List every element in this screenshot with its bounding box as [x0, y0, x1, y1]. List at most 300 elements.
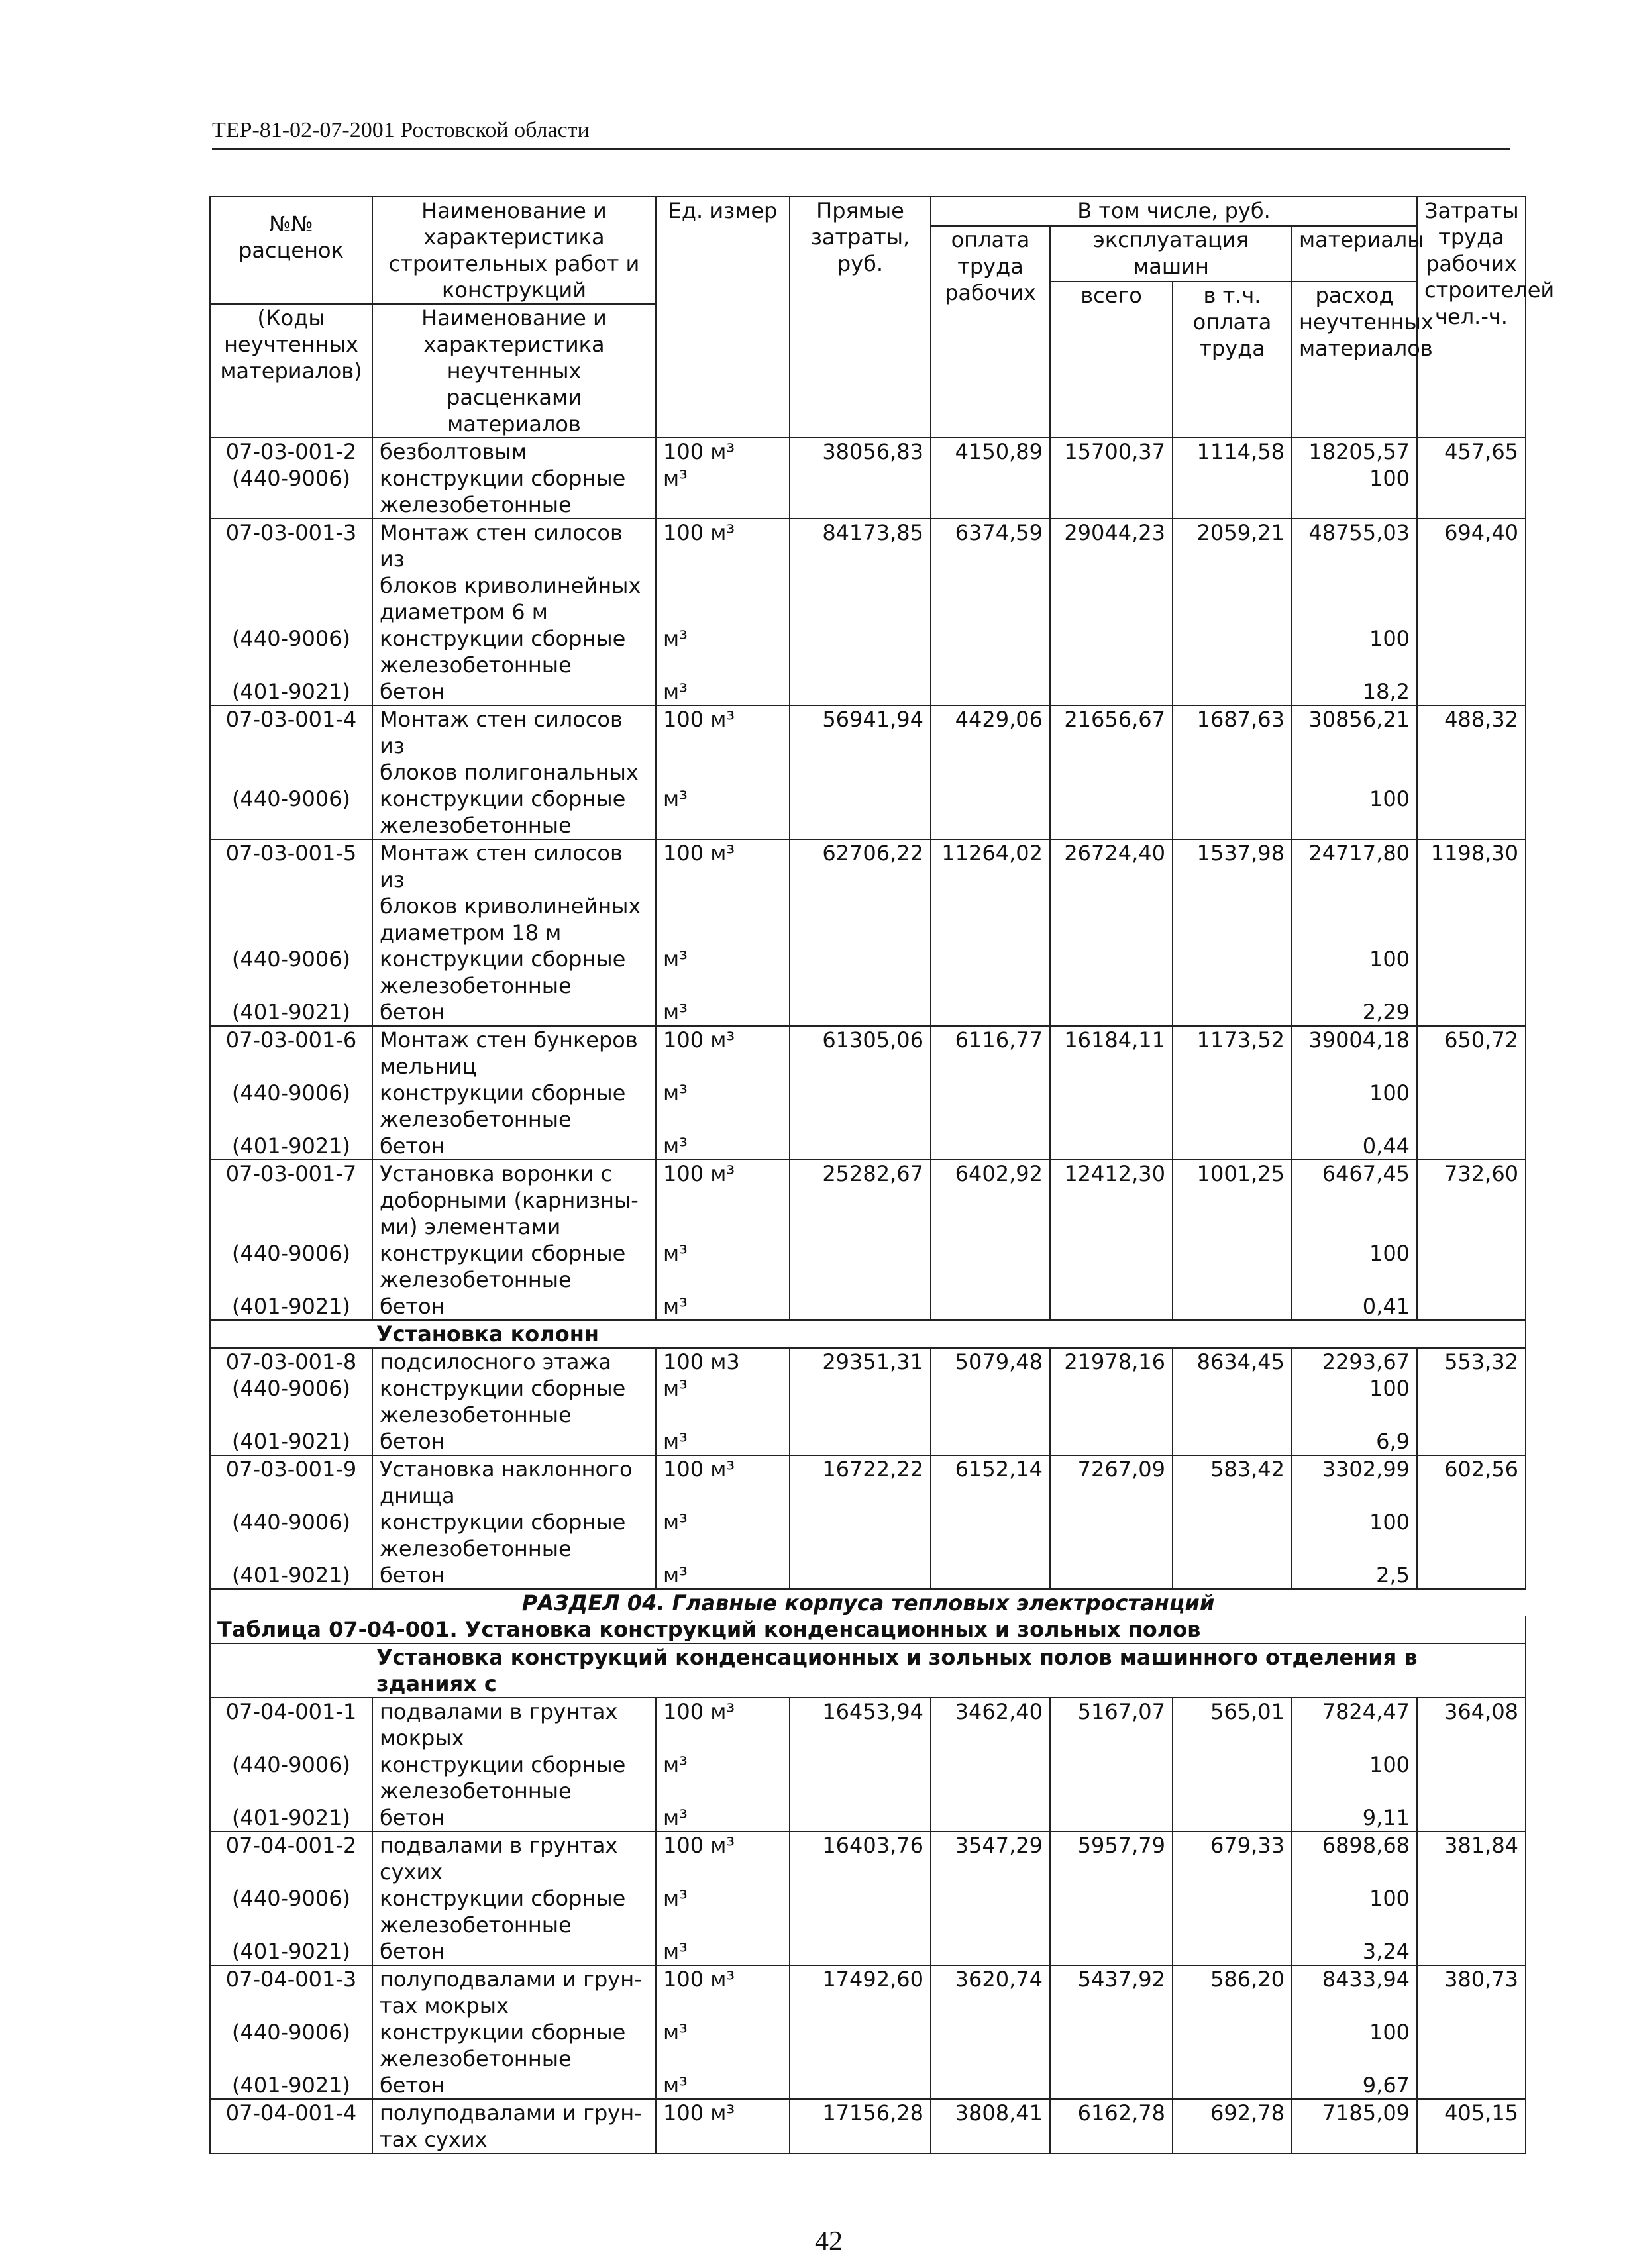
rate-mach-labor: 692,78 — [1173, 2099, 1292, 2153]
header-machines-labor: в т.ч. оплата труда — [1173, 282, 1292, 438]
material-code: (401-9021) — [210, 1428, 372, 1455]
material-name-line: железобетонные — [380, 973, 572, 998]
material-name-line: бетон — [380, 1294, 445, 1319]
material-amount: 100 — [1292, 1885, 1417, 1938]
rate-direct: 56941,94 — [790, 705, 931, 786]
material-name-line: железобетонные — [380, 1778, 572, 1804]
rates-block-2 — [210, 1348, 1526, 1589]
material-code: (440-9006) — [210, 625, 372, 678]
empty-cell — [1417, 946, 1526, 999]
rate-direct: 16403,76 — [790, 1831, 931, 1885]
header-code: №№ расценок — [210, 197, 372, 304]
material-name — [372, 1240, 656, 1293]
material-row — [210, 999, 1526, 1026]
rate-code: 07-04-001-4 — [210, 2099, 372, 2153]
empty-cell — [1173, 1293, 1292, 1320]
material-name-line: железобетонные — [380, 1267, 572, 1292]
material-code: (401-9021) — [210, 1938, 372, 1965]
rate-unit: 100 м³ — [656, 438, 790, 465]
empty-cell — [790, 1509, 931, 1562]
header-workers-labor: Затраты труда рабочих строителей чел.-ч. — [1417, 197, 1526, 438]
material-name — [372, 465, 656, 519]
rate-name-line: подвалами в грунтах — [380, 1833, 618, 1858]
rate-name-line: диаметром 6 м — [380, 599, 548, 625]
empty-cell — [790, 999, 931, 1026]
empty-cell — [1050, 678, 1173, 705]
empty-cell — [1173, 1938, 1292, 1965]
material-name-line: железобетонные — [380, 2046, 572, 2071]
material-row — [210, 1375, 1526, 1428]
material-row — [210, 1751, 1526, 1804]
rate-unit: 100 м³ — [656, 519, 790, 625]
material-name-line: конструкции сборные — [380, 2020, 626, 2045]
rate-mat: 8433,94 — [1292, 1965, 1417, 2019]
empty-cell — [1417, 1562, 1526, 1589]
empty-cell — [1173, 946, 1292, 999]
material-name — [372, 999, 656, 1026]
material-row — [210, 946, 1526, 999]
section-heading — [210, 1589, 1526, 1698]
material-name — [372, 946, 656, 999]
rate-row — [210, 1026, 1526, 1080]
empty-cell — [931, 1375, 1050, 1428]
rate-name-line: сухих — [380, 1859, 443, 1884]
material-name-line: конструкции сборные — [380, 1376, 626, 1401]
empty-cell — [1050, 1375, 1173, 1428]
empty-cell — [931, 1562, 1050, 1589]
material-unit: м³ — [656, 1080, 790, 1133]
rate-row — [210, 2099, 1526, 2153]
rate-unit: 100 м³ — [656, 705, 790, 786]
material-name — [372, 2019, 656, 2072]
material-name — [372, 678, 656, 705]
material-amount: 100 — [1292, 946, 1417, 999]
subheading-columns: Установка колонн — [210, 1320, 1526, 1348]
rate-mach-labor: 1537,98 — [1173, 839, 1292, 946]
empty-cell — [931, 2019, 1050, 2072]
material-name — [372, 1885, 656, 1938]
rate-row — [210, 1965, 1526, 2019]
rate-code: 07-03-001-4 — [210, 705, 372, 786]
empty-cell — [790, 1562, 931, 1589]
empty-cell — [1173, 625, 1292, 678]
rate-direct: 25282,67 — [790, 1160, 931, 1240]
material-name-line: железобетонные — [380, 1536, 572, 1561]
material-unit: м³ — [656, 1240, 790, 1293]
rate-unit: 100 м³ — [656, 1698, 790, 1751]
material-amount: 0,44 — [1292, 1133, 1417, 1160]
material-unit: м³ — [656, 999, 790, 1026]
empty-cell — [790, 1293, 931, 1320]
material-code: (440-9006) — [210, 1375, 372, 1428]
material-amount: 9,11 — [1292, 1804, 1417, 1831]
rate-name-line: подсилосного этажа — [380, 1349, 611, 1374]
material-amount: 100 — [1292, 465, 1417, 519]
rate-name-line: подвалами в грунтах — [380, 1699, 618, 1724]
rate-mat: 7185,09 — [1292, 2099, 1417, 2153]
rate-name — [372, 1455, 656, 1509]
rates-table — [209, 196, 1555, 2154]
material-code: (401-9021) — [210, 999, 372, 1026]
empty-cell — [1050, 2019, 1173, 2072]
rate-name-line: Установка воронки с — [380, 1161, 612, 1186]
material-row — [210, 1133, 1526, 1160]
rate-row — [210, 1348, 1526, 1375]
empty-cell — [931, 625, 1050, 678]
material-name — [372, 1428, 656, 1455]
rate-mat: 6467,45 — [1292, 1160, 1417, 1240]
page-number: 42 — [815, 2226, 843, 2257]
rate-direct: 38056,83 — [790, 438, 931, 465]
material-name-line: бетон — [380, 1133, 445, 1159]
material-row — [210, 786, 1526, 839]
material-code: (440-9006) — [210, 1240, 372, 1293]
rate-direct: 17492,60 — [790, 1965, 931, 2019]
empty-cell — [1417, 1885, 1526, 1938]
rate-name — [372, 2099, 656, 2153]
material-row — [210, 678, 1526, 705]
empty-cell — [1050, 465, 1173, 519]
empty-cell — [1417, 1804, 1526, 1831]
rate-workers: 732,60 — [1417, 1160, 1526, 1240]
material-name — [372, 625, 656, 678]
empty-cell — [1173, 1375, 1292, 1428]
material-row — [210, 1293, 1526, 1320]
empty-cell — [1417, 1375, 1526, 1428]
material-unit: м³ — [656, 678, 790, 705]
rate-unit: 100 м³ — [656, 1831, 790, 1885]
rate-mach: 7267,09 — [1050, 1455, 1173, 1509]
empty-cell — [931, 1240, 1050, 1293]
material-name-line: бетон — [380, 1429, 445, 1454]
rate-mach-labor: 2059,21 — [1173, 519, 1292, 625]
rate-mach: 5957,79 — [1050, 1831, 1173, 1885]
material-unit: м³ — [656, 1133, 790, 1160]
empty-cell — [1050, 1509, 1173, 1562]
empty-cell — [1173, 1804, 1292, 1831]
rate-workers: 405,15 — [1417, 2099, 1526, 2153]
empty-cell — [931, 946, 1050, 999]
empty-cell — [1050, 1885, 1173, 1938]
empty-cell — [790, 1240, 931, 1293]
rates-block-1 — [210, 438, 1526, 1320]
rate-labor: 3620,74 — [931, 1965, 1050, 2019]
empty-cell — [1050, 1428, 1173, 1455]
rate-mach-labor: 1001,25 — [1173, 1160, 1292, 1240]
material-amount: 2,5 — [1292, 1562, 1417, 1589]
rate-labor: 3462,40 — [931, 1698, 1050, 1751]
material-amount: 0,41 — [1292, 1293, 1417, 1320]
table-title: Таблица 07-04-001. Установка конструкций конденсационных и зольных полов — [210, 1616, 1526, 1643]
empty-cell — [790, 1938, 931, 1965]
rate-mach-labor: 583,42 — [1173, 1455, 1292, 1509]
rate-name — [372, 839, 656, 946]
rate-mach-labor: 679,33 — [1173, 1831, 1292, 1885]
rate-unit: 100 м³ — [656, 1160, 790, 1240]
rate-mat: 7824,47 — [1292, 1698, 1417, 1751]
material-name-line: бетон — [380, 1563, 445, 1588]
rate-mach: 5437,92 — [1050, 1965, 1173, 2019]
material-name — [372, 2072, 656, 2099]
rate-mach: 5167,07 — [1050, 1698, 1173, 1751]
empty-cell — [1050, 625, 1173, 678]
rate-mat: 24717,80 — [1292, 839, 1417, 946]
material-amount: 100 — [1292, 1375, 1417, 1428]
rate-name — [372, 1965, 656, 2019]
empty-cell — [931, 1133, 1050, 1160]
rate-direct: 84173,85 — [790, 519, 931, 625]
rate-workers: 457,65 — [1417, 438, 1526, 465]
header-material-names: Наименование и характеристика неучтенных расценками материалов — [372, 304, 656, 438]
empty-cell — [1173, 1509, 1292, 1562]
empty-cell — [790, 625, 931, 678]
material-unit: м³ — [656, 786, 790, 839]
material-code: (440-9006) — [210, 2019, 372, 2072]
rate-mach: 21656,67 — [1050, 705, 1173, 786]
empty-cell — [1417, 786, 1526, 839]
rates-block-3 — [210, 1698, 1526, 2153]
empty-cell — [1050, 999, 1173, 1026]
rate-row — [210, 438, 1526, 465]
empty-cell — [790, 786, 931, 839]
empty-cell — [790, 1885, 931, 1938]
empty-cell — [1050, 1938, 1173, 1965]
rate-code: 07-04-001-3 — [210, 1965, 372, 2019]
rate-name-line: безболтовым — [380, 439, 527, 464]
rate-mach-labor: 565,01 — [1173, 1698, 1292, 1751]
material-unit: м³ — [656, 1562, 790, 1589]
empty-cell — [1050, 1751, 1173, 1804]
material-row — [210, 1080, 1526, 1133]
empty-cell — [1417, 465, 1526, 519]
empty-cell — [1173, 999, 1292, 1026]
empty-cell — [1050, 2072, 1173, 2099]
rate-row — [210, 839, 1526, 946]
empty-cell — [790, 678, 931, 705]
rate-unit: 100 м³ — [656, 839, 790, 946]
rate-name — [372, 1026, 656, 1080]
rate-name — [372, 705, 656, 786]
material-name-line: железобетонные — [380, 813, 572, 838]
empty-cell — [1417, 2072, 1526, 2099]
rate-mach: 26724,40 — [1050, 839, 1173, 946]
material-code: (440-9006) — [210, 786, 372, 839]
rate-mach: 6162,78 — [1050, 2099, 1173, 2153]
header-including: В том числе, руб. — [931, 197, 1417, 226]
running-header: ТЕР-81-02-07-2001 Ростовской области — [212, 114, 1510, 150]
empty-cell — [1050, 1133, 1173, 1160]
material-name-line: конструкции сборные — [380, 786, 626, 811]
material-name-line: конструкции сборные — [380, 1080, 626, 1106]
rate-name-line: тах сухих — [380, 2127, 488, 2152]
material-name-line: конструкции сборные — [380, 626, 626, 651]
rate-direct: 62706,22 — [790, 839, 931, 946]
empty-cell — [1050, 1804, 1173, 1831]
empty-cell — [790, 1375, 931, 1428]
empty-cell — [1050, 1293, 1173, 1320]
empty-cell — [931, 465, 1050, 519]
rate-labor: 4150,89 — [931, 438, 1050, 465]
material-unit: м³ — [656, 1428, 790, 1455]
empty-cell — [790, 1751, 931, 1804]
material-code: (440-9006) — [210, 1509, 372, 1562]
header-materials: материалы — [1292, 226, 1417, 282]
rate-mat: 48755,03 — [1292, 519, 1417, 625]
empty-cell — [931, 1751, 1050, 1804]
rate-mat: 6898,68 — [1292, 1831, 1417, 1885]
rate-name-line: Установка наклонного — [380, 1457, 633, 1482]
header-machines-total: всего — [1050, 282, 1173, 438]
material-unit: м³ — [656, 1751, 790, 1804]
rate-mach: 29044,23 — [1050, 519, 1173, 625]
empty-cell — [1417, 625, 1526, 678]
rate-code: 07-03-001-7 — [210, 1160, 372, 1240]
rate-direct: 61305,06 — [790, 1026, 931, 1080]
empty-cell — [931, 1885, 1050, 1938]
empty-cell — [1050, 786, 1173, 839]
material-row — [210, 2019, 1526, 2072]
material-unit: м³ — [656, 1293, 790, 1320]
rate-mat: 39004,18 — [1292, 1026, 1417, 1080]
material-name — [372, 1080, 656, 1133]
header-name: Наименование и характеристика строительных работ и конструкций — [372, 197, 656, 304]
material-unit: м³ — [656, 1885, 790, 1938]
rate-mach-labor: 8634,45 — [1173, 1348, 1292, 1375]
header-labor-pay: оплата труда рабочих — [931, 226, 1050, 438]
material-name-line: железобетонные — [380, 652, 572, 678]
rate-mach: 16184,11 — [1050, 1026, 1173, 1080]
material-amount: 100 — [1292, 1509, 1417, 1562]
material-row — [210, 1509, 1526, 1562]
material-name — [372, 786, 656, 839]
empty-cell — [790, 2072, 931, 2099]
rate-row — [210, 1160, 1526, 1240]
material-amount: 100 — [1292, 1080, 1417, 1133]
rate-mach-labor: 586,20 — [1173, 1965, 1292, 2019]
rate-labor: 6402,92 — [931, 1160, 1050, 1240]
empty-cell — [1173, 1133, 1292, 1160]
header-material-codes: (Коды неучтенных материалов) — [210, 304, 372, 438]
empty-cell — [1417, 1293, 1526, 1320]
empty-cell — [931, 786, 1050, 839]
rate-direct: 16722,22 — [790, 1455, 931, 1509]
material-amount: 2,29 — [1292, 999, 1417, 1026]
rate-workers: 380,73 — [1417, 1965, 1526, 2019]
rate-workers: 694,40 — [1417, 519, 1526, 625]
section-title: РАЗДЕЛ 04. Главные корпуса тепловых электростанций — [210, 1589, 1526, 1616]
empty-cell — [1173, 1080, 1292, 1133]
material-code: (401-9021) — [210, 678, 372, 705]
empty-cell — [931, 1428, 1050, 1455]
material-name — [372, 1938, 656, 1965]
material-name-line: конструкции сборные — [380, 1510, 626, 1535]
material-row — [210, 1885, 1526, 1938]
rate-row — [210, 705, 1526, 786]
rate-unit: 100 м³ — [656, 1026, 790, 1080]
rate-mach-labor: 1173,52 — [1173, 1026, 1292, 1080]
rate-name-line: Монтаж стен силосов из — [380, 520, 623, 572]
empty-cell — [1173, 678, 1292, 705]
material-name-line: конструкции сборные — [380, 466, 626, 491]
empty-cell — [790, 1080, 931, 1133]
rate-workers: 650,72 — [1417, 1026, 1526, 1080]
subheading-row-1 — [210, 1320, 1526, 1348]
material-code: (440-9006) — [210, 1885, 372, 1938]
rate-code: 07-04-001-1 — [210, 1698, 372, 1751]
material-name-line: железобетонные — [380, 1912, 572, 1937]
material-name — [372, 1133, 656, 1160]
rate-name-line: диаметром 18 м — [380, 920, 562, 945]
material-amount: 100 — [1292, 1240, 1417, 1293]
rate-name-line: полуподвалами и грун- — [380, 2100, 642, 2126]
empty-cell — [1417, 1080, 1526, 1133]
rate-mach-labor: 1687,63 — [1173, 705, 1292, 786]
rate-row — [210, 1698, 1526, 1751]
empty-cell — [1417, 678, 1526, 705]
rate-workers: 602,56 — [1417, 1455, 1526, 1509]
empty-cell — [790, 1804, 931, 1831]
empty-cell — [931, 678, 1050, 705]
rate-name-line: блоков полигональных — [380, 760, 639, 785]
rate-mach-labor: 1114,58 — [1173, 438, 1292, 465]
empty-cell — [1417, 2019, 1526, 2072]
rate-code: 07-04-001-2 — [210, 1831, 372, 1885]
rate-name — [372, 519, 656, 625]
material-unit: м³ — [656, 946, 790, 999]
empty-cell — [1417, 1133, 1526, 1160]
rate-workers: 553,32 — [1417, 1348, 1526, 1375]
subheading-columns-floors: Установка конструкций конденсационных и зольных полов машинного отделения в зданиях с — [210, 1643, 1526, 1698]
rate-name-line: тах мокрых — [380, 1993, 509, 2018]
empty-cell — [1417, 1240, 1526, 1293]
material-name-line: железобетонные — [380, 1107, 572, 1132]
empty-cell — [1050, 1240, 1173, 1293]
empty-cell — [1050, 946, 1173, 999]
material-unit: м³ — [656, 1938, 790, 1965]
rate-name-line: блоков криволинейных — [380, 894, 641, 919]
material-unit: м³ — [656, 2072, 790, 2099]
material-code: (440-9006) — [210, 946, 372, 999]
rate-unit: 100 м3 — [656, 1348, 790, 1375]
material-name-line: железобетонные — [380, 492, 572, 517]
rate-labor: 6152,14 — [931, 1455, 1050, 1509]
header-direct-costs: Прямые затраты, руб. — [790, 197, 931, 438]
material-code: (440-9006) — [210, 1080, 372, 1133]
empty-cell — [931, 1293, 1050, 1320]
material-amount: 100 — [1292, 625, 1417, 678]
material-name-line: конструкции сборные — [380, 1752, 626, 1777]
rate-mat: 3302,99 — [1292, 1455, 1417, 1509]
material-row — [210, 465, 1526, 519]
rate-name-line: полуподвалами и грун- — [380, 1967, 642, 1992]
rate-mach: 12412,30 — [1050, 1160, 1173, 1240]
material-row — [210, 1938, 1526, 1965]
empty-cell — [931, 999, 1050, 1026]
empty-cell — [1173, 2072, 1292, 2099]
material-unit: м³ — [656, 1509, 790, 1562]
empty-cell — [1417, 999, 1526, 1026]
material-name-line: конструкции сборные — [380, 947, 626, 972]
material-row — [210, 1804, 1526, 1831]
rate-code: 07-03-001-6 — [210, 1026, 372, 1080]
empty-cell — [1173, 1428, 1292, 1455]
material-name-line: бетон — [380, 2073, 445, 2098]
rate-mat: 30856,21 — [1292, 705, 1417, 786]
rate-labor: 11264,02 — [931, 839, 1050, 946]
rate-row — [210, 1455, 1526, 1509]
rate-code: 07-03-001-3 — [210, 519, 372, 625]
material-row — [210, 625, 1526, 678]
